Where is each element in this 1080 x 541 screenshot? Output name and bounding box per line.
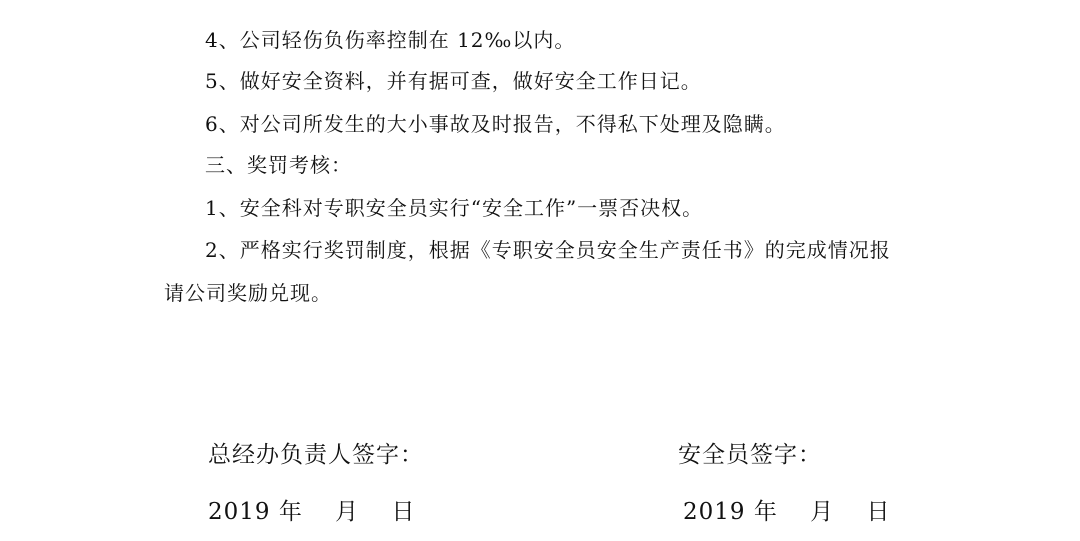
paragraph-item-2: 2、严格实行奖罚制度，根据《专职安全员安全生产责任书》的完成情况报 (205, 238, 891, 262)
manager-signature-date: 2019 年 月 日 (208, 499, 416, 525)
safety-officer-signature-label: 安全员签字： (678, 442, 822, 468)
manager-signature-label: 总经办负责人签字： (208, 442, 424, 468)
paragraph-item-2-continuation: 请公司奖励兑现。 (164, 281, 332, 305)
section-heading-rewards: 三、奖罚考核： (205, 153, 352, 177)
paragraph-item-6: 6、对公司所发生的大小事故及时报告，不得私下处理及隐瞒。 (205, 112, 786, 136)
paragraph-item-1: 1、安全科对专职安全员实行“安全工作”一票否决权。 (205, 196, 704, 220)
safety-officer-signature-date: 2019 年 月 日 (683, 499, 891, 525)
paragraph-item-5: 5、做好安全资料，并有据可查，做好安全工作日记。 (205, 69, 702, 93)
paragraph-item-4: 4、公司轻伤负伤率控制在 12‰以内。 (205, 28, 576, 52)
